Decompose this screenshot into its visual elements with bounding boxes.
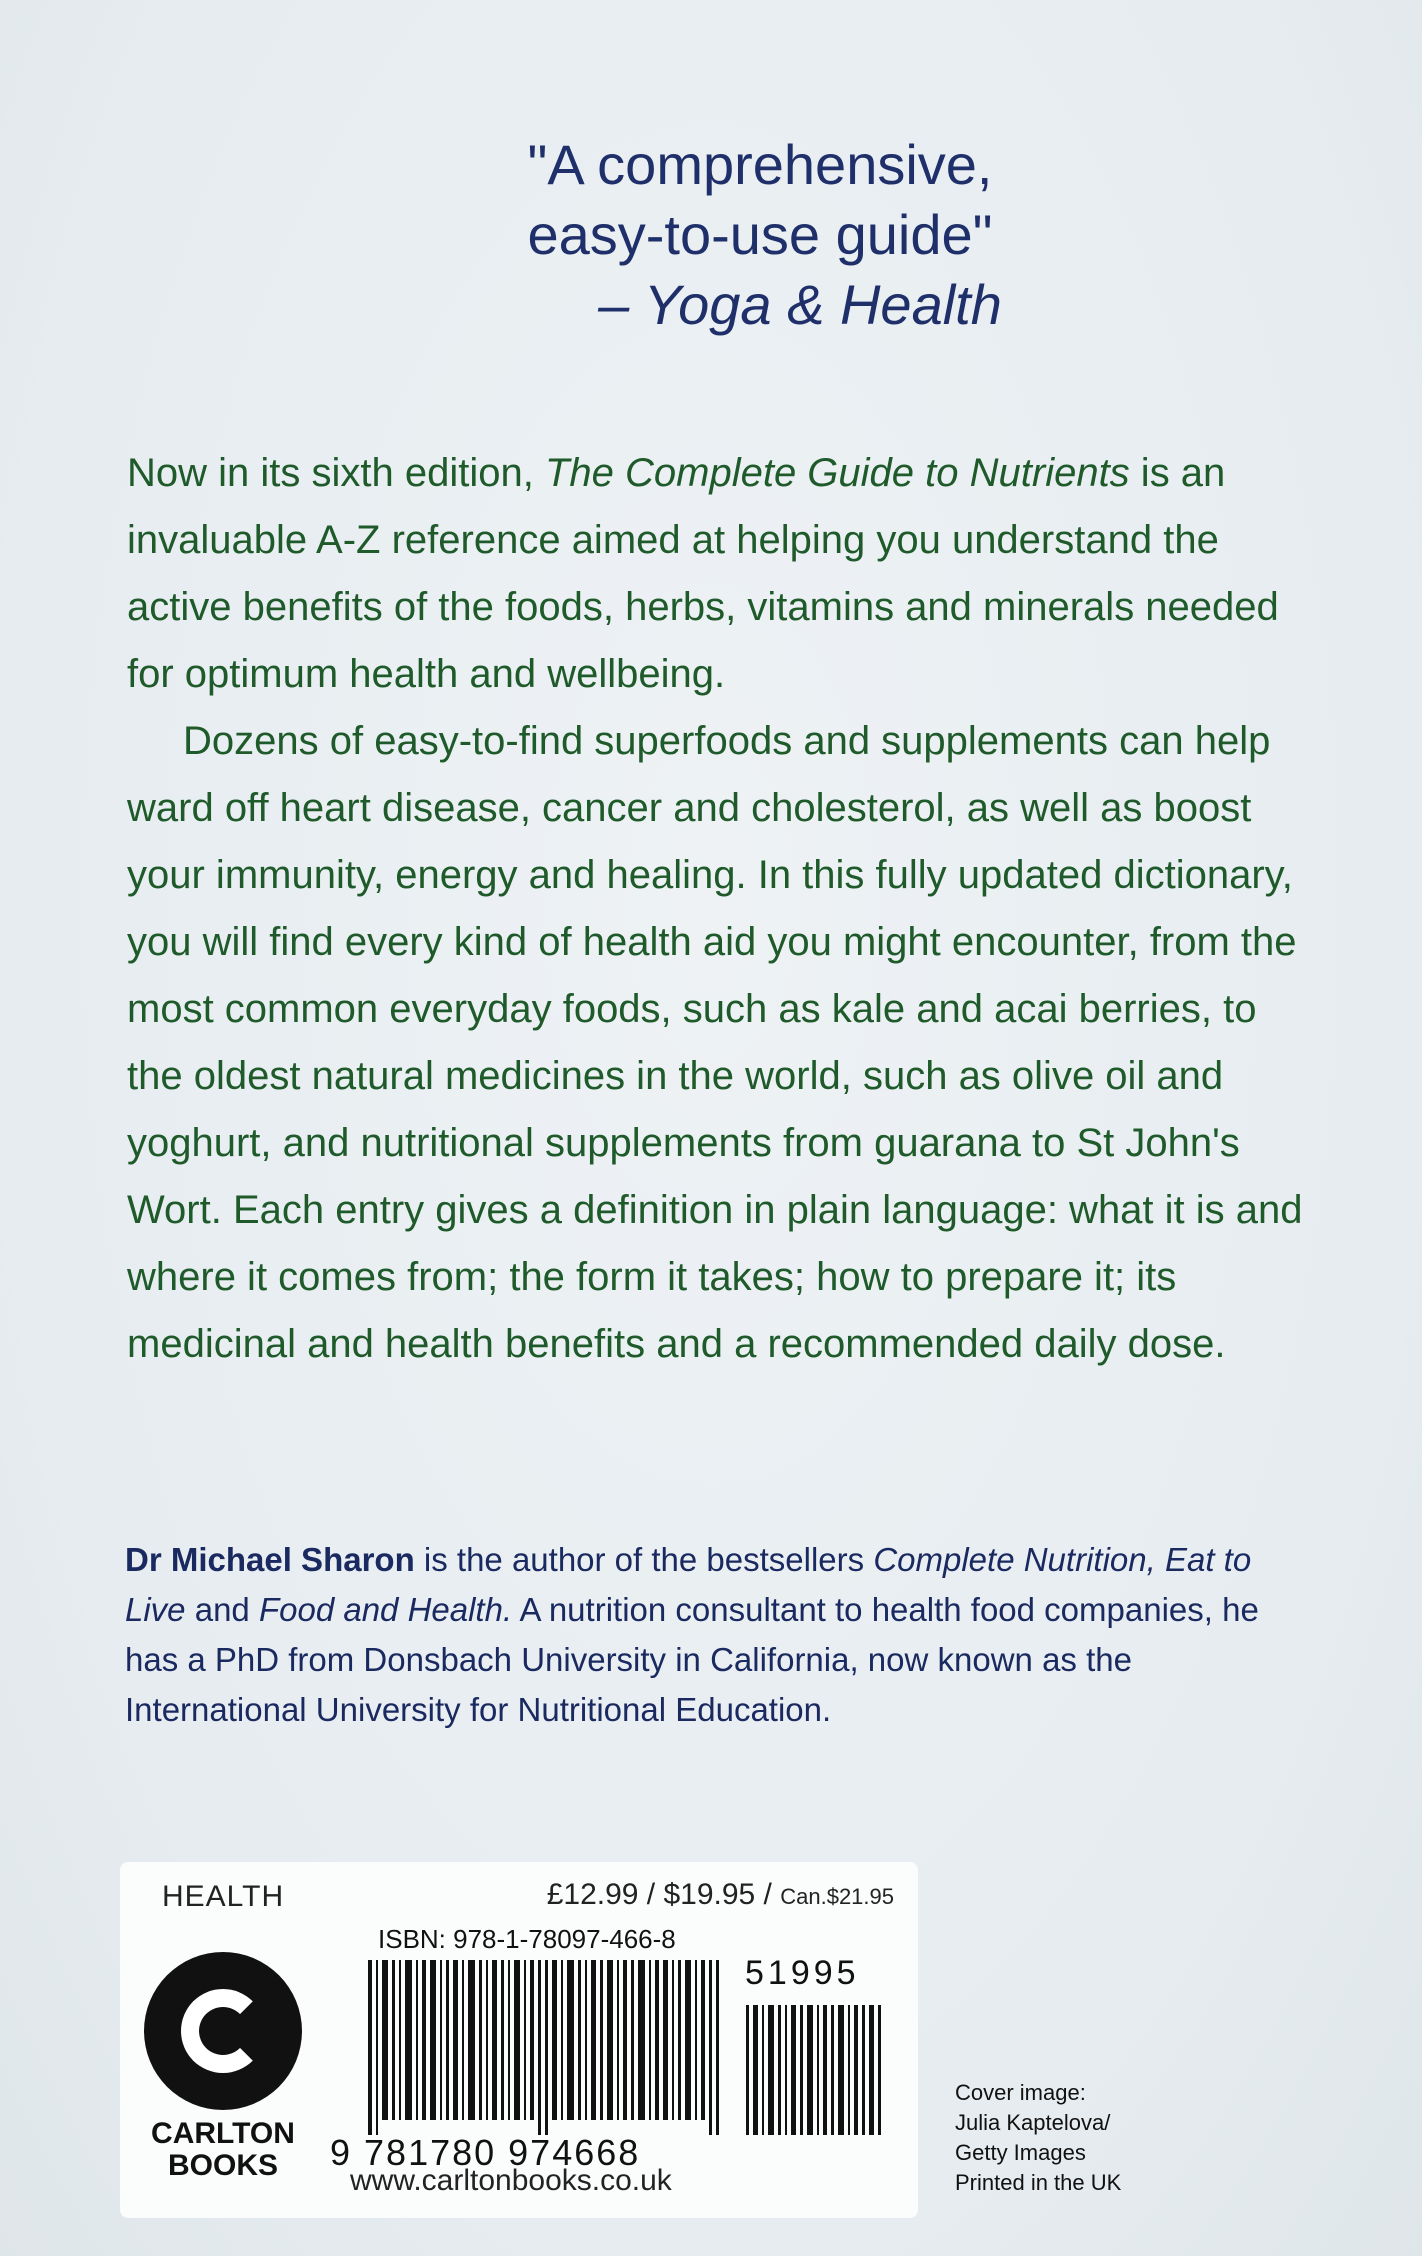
description-text: Now in its sixth edition, bbox=[127, 451, 545, 495]
bio-text bbox=[1156, 1541, 1165, 1578]
author-bio bbox=[125, 1535, 1265, 1735]
carlton-logo-icon bbox=[144, 1952, 302, 2110]
publisher-line-2: BOOKS bbox=[167, 2149, 278, 2182]
book-title: Food and Health. bbox=[258, 1591, 513, 1628]
publisher-name bbox=[140, 2118, 306, 2182]
credit-line: Getty Images bbox=[955, 2140, 1086, 2165]
publisher-line-1: CARLTON bbox=[151, 2117, 295, 2150]
bio-text: A nutrition consultant to health food companies, he has a PhD from Donsbach University in California, now known as the International University for Nutritional Education. bbox=[125, 1591, 1259, 1728]
book-title: Complete Nutrition, bbox=[873, 1541, 1156, 1578]
c-letter-icon bbox=[181, 1989, 265, 2073]
credit-line: Julia Kaptelova/ bbox=[955, 2110, 1111, 2135]
isbn-label: ISBN: 978-1-78097-466-8 bbox=[378, 1924, 676, 1954]
barcode-digits: 9 781780 974668 bbox=[330, 2132, 641, 2173]
quote-line-2: easy-to-use guide" bbox=[527, 203, 993, 266]
description-text: is an invaluable A-Z reference aimed at helping you understand the active benefits of the foods, herbs, vitamins and minerals needed for optimum health and wellbeing. bbox=[127, 451, 1279, 696]
printed-in-label: Printed in the UK bbox=[955, 2170, 1122, 2195]
description-paragraph-2: Dozens of easy-to-find superfoods and supplements can help ward off heart disease, cancer and cholesterol, as well as boost your immunity, energy and healing. In this fully updated dictionary, you will find every kind of health aid you might encounter, from the most common everyday foods, such as kale and acai berries, to the oldest natural medicines in the world, such as olive oil and yoghurt, and nutritional supplements from guarana to St John's Wort. Each entry gives a definition in plain language: what it is and where it comes from; the form it takes; how to prepare it; its medicinal and health benefits and a recommended daily dose. bbox=[127, 719, 1303, 1366]
review-quote bbox=[460, 130, 1060, 340]
quote-line-1: "A comprehensive, bbox=[527, 133, 993, 196]
barcode-panel bbox=[120, 1862, 918, 2218]
credit-line: Cover image: bbox=[955, 2080, 1086, 2105]
cover-credit bbox=[955, 2078, 1155, 2198]
book-title: Eat to Live bbox=[125, 1541, 1252, 1628]
description-paragraph-1 bbox=[127, 440, 1317, 708]
publisher-website: www.carltonbooks.co.uk bbox=[350, 2164, 672, 2197]
price-label bbox=[547, 1878, 894, 1912]
book-title: The Complete Guide to Nutrients bbox=[544, 451, 1130, 495]
quote-attribution: – Yoga & Health bbox=[598, 273, 1002, 336]
bio-text: and bbox=[185, 1591, 259, 1628]
barcode-supplement-digits: 51995 bbox=[745, 1954, 860, 1992]
book-description bbox=[127, 440, 1317, 1378]
price-main: £12.99 / $19.95 / bbox=[546, 1878, 781, 1911]
category-label: HEALTH bbox=[162, 1880, 285, 1913]
price-canada: Can.$21.95 bbox=[780, 1884, 894, 1909]
author-name: Dr Michael Sharon bbox=[125, 1541, 415, 1578]
bio-text: is the author of the bestsellers bbox=[414, 1541, 874, 1578]
